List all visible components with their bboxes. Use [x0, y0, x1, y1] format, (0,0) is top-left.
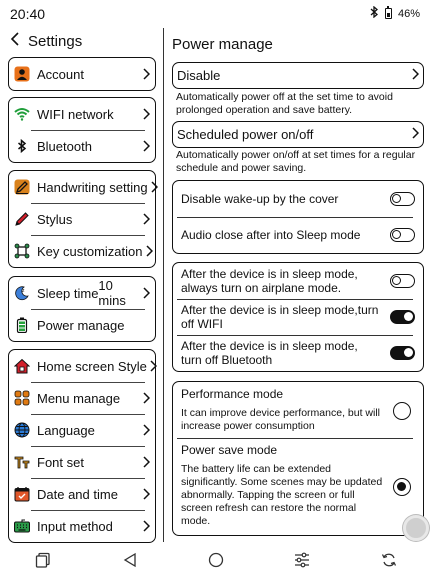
sidebar-item-font-set[interactable]: Font set	[9, 446, 155, 478]
sidebar-item-stylus[interactable]: Stylus	[9, 203, 155, 235]
sidebar-item-menu-manage[interactable]: Menu manage	[9, 382, 155, 414]
chevron-right-icon	[140, 68, 150, 80]
scheduled-power-label: Scheduled power on/off	[177, 127, 314, 142]
sidebar-item-handwriting[interactable]: Handwriting setting	[9, 171, 155, 203]
wake-audio-card	[172, 180, 424, 254]
font-icon	[14, 454, 30, 470]
status-bar	[0, 0, 432, 26]
settings-title: Settings	[28, 32, 83, 50]
cover-wakeup-toggle[interactable]	[390, 192, 415, 206]
chevron-right-icon	[140, 424, 150, 436]
performance-mode-title: Performance mode	[181, 387, 284, 401]
performance-mode-radio[interactable]	[393, 402, 411, 420]
chevron-right-icon	[147, 360, 157, 372]
sidebar-item-input-method[interactable]: Input method	[9, 510, 155, 542]
battery-icon	[14, 317, 30, 333]
chevron-right-icon	[143, 245, 153, 257]
sidebar-item-power-manage[interactable]: Power manage	[9, 309, 155, 341]
scheduled-power-description: Automatically power on/off at set times for a regular schedule and power saving.	[176, 149, 416, 174]
toggle-row-airplane: After the device is in sleep mode, always turn on airplane mode.	[173, 263, 423, 299]
airplane-toggle[interactable]	[390, 274, 415, 288]
home-icon	[14, 358, 30, 374]
status-icons	[370, 6, 420, 21]
stylus-icon	[14, 211, 30, 227]
navigation-bar	[0, 546, 432, 574]
key-customization-icon	[14, 243, 30, 259]
clock: 20:40	[10, 6, 46, 22]
sidebar-item-wifi[interactable]: WIFI network	[9, 98, 155, 130]
scheduled-power-button[interactable]	[172, 121, 424, 148]
chevron-right-icon	[140, 287, 150, 299]
bluetooth-status-icon	[370, 6, 379, 21]
disable-button[interactable]	[172, 62, 424, 89]
chevron-right-icon	[140, 213, 150, 225]
group-system	[8, 349, 156, 543]
power-save-mode-option[interactable]	[173, 438, 423, 534]
adjust-sliders-icon[interactable]	[290, 548, 314, 572]
power-save-mode-desc: The battery life can be extended significantly. Some scenes may be updated abnormally. Tapping the screen or full screen refresh can restore the normal mode.	[181, 463, 383, 527]
sleep-time-value: 10 mins	[98, 278, 126, 308]
group-account	[8, 57, 156, 91]
audio-close-toggle[interactable]	[390, 228, 415, 242]
refresh-icon[interactable]	[377, 548, 401, 572]
back-chevron-icon	[10, 32, 20, 50]
toggle-row-wifi-off: After the device is in sleep mode,turn off WIFI	[173, 299, 423, 335]
floating-assistive-ball[interactable]	[403, 515, 429, 541]
chevron-right-icon	[140, 140, 150, 152]
bluetooth-icon	[14, 138, 30, 154]
toggle-row-cover-wakeup: Disable wake-up by the cover	[173, 181, 423, 217]
handwriting-icon	[14, 179, 30, 195]
wifi-icon	[14, 106, 30, 122]
sidebar-item-account[interactable]: Account	[9, 58, 155, 90]
sidebar-item-sleep-time[interactable]: z Sleep time 10 mins	[9, 277, 155, 309]
account-icon	[14, 66, 30, 82]
sidebar-item-date-and-time[interactable]: Date and time	[9, 478, 155, 510]
chevron-right-icon	[148, 181, 158, 193]
chevron-right-icon	[412, 68, 419, 83]
sleep-options-card	[172, 262, 424, 372]
svg-text:z: z	[22, 288, 25, 294]
settings-back[interactable]	[10, 30, 82, 52]
disable-description: Automatically power off at the set time to avoid prolonged operation and save battery.	[176, 91, 393, 116]
sidebar-item-key-customization[interactable]: Key customization	[9, 235, 155, 267]
performance-mode-option[interactable]	[173, 382, 423, 438]
globe-icon	[14, 422, 30, 438]
sleep-icon	[14, 285, 30, 301]
chevron-right-icon	[412, 127, 419, 142]
chevron-right-icon	[140, 488, 150, 500]
group-power	[8, 276, 156, 342]
battery-status-icon	[385, 8, 392, 19]
chevron-right-icon	[140, 456, 150, 468]
performance-mode-desc: It can improve device performance, but will increase power consumption	[181, 407, 381, 432]
toggle-row-bluetooth-off: After the device is in sleep mode, turn off Bluetooth	[173, 335, 423, 371]
chevron-right-icon	[140, 392, 150, 404]
page-title: Power manage	[172, 36, 273, 53]
recent-apps-icon[interactable]	[31, 548, 55, 572]
pane-divider	[163, 28, 164, 542]
sidebar-item-bluetooth[interactable]: Bluetooth	[9, 130, 155, 162]
toggle-row-audio-close: Audio close after into Sleep mode	[173, 217, 423, 253]
sidebar-item-home-screen-style[interactable]: Home screen Style	[9, 350, 155, 382]
keyboard-icon	[14, 518, 30, 534]
power-save-mode-radio[interactable]	[393, 478, 411, 496]
back-icon[interactable]	[118, 548, 142, 572]
sidebar-item-language[interactable]: Language	[9, 414, 155, 446]
mode-card	[172, 381, 424, 536]
bluetooth-off-toggle[interactable]	[390, 346, 415, 360]
chevron-right-icon	[140, 520, 150, 532]
menu-grid-icon	[14, 390, 30, 406]
wifi-off-toggle[interactable]	[390, 310, 415, 324]
group-connectivity	[8, 97, 156, 163]
disable-label: Disable	[177, 68, 221, 83]
group-input	[8, 170, 156, 268]
calendar-icon	[14, 486, 30, 502]
battery-percent: 46%	[397, 7, 420, 20]
chevron-right-icon	[140, 108, 150, 120]
power-save-mode-title: Power save mode	[181, 443, 278, 457]
home-button-icon[interactable]	[204, 548, 228, 572]
